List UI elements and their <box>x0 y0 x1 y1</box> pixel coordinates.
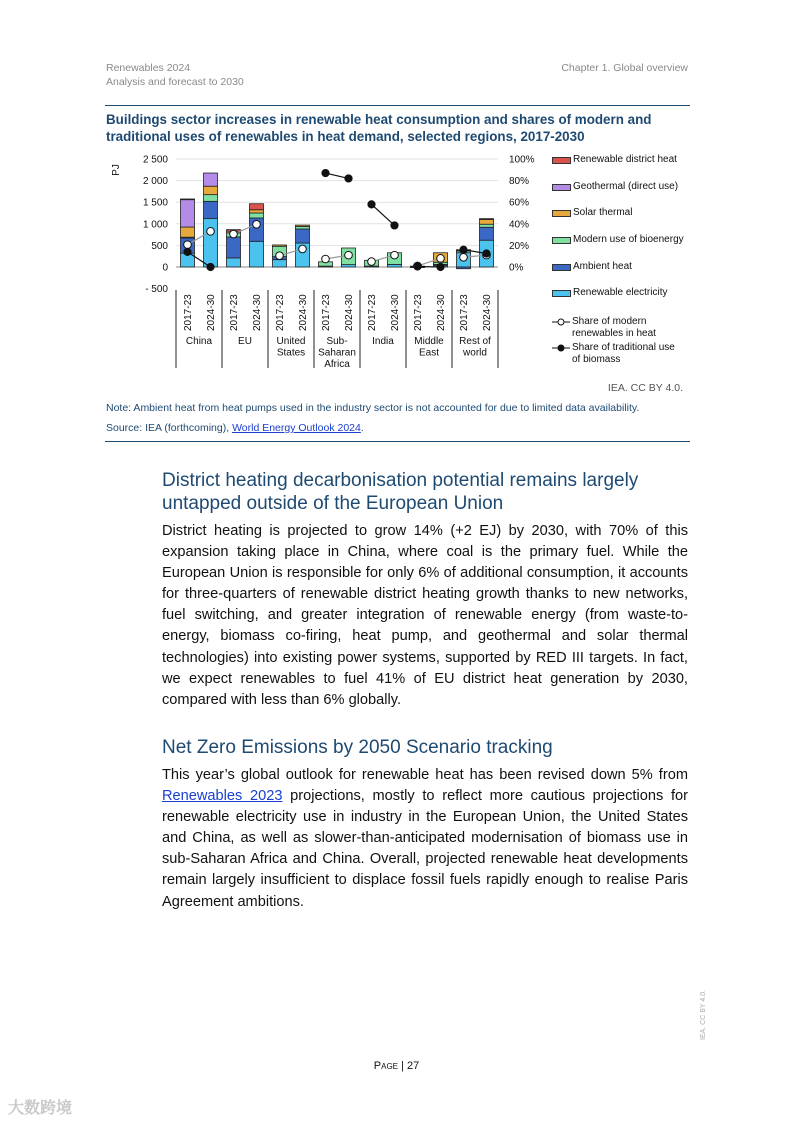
period-label: 2017-23 <box>275 294 286 331</box>
modern-share-point <box>299 245 307 253</box>
region-label: EU <box>238 336 252 347</box>
figure-top-rule <box>105 105 690 106</box>
legend-label: Renewable district heat <box>573 154 677 165</box>
page-number: Page | 27 <box>373 1060 420 1072</box>
period-label: 2024-30 <box>252 294 263 331</box>
section-body-district-heating: District heating is projected to grow 14% (+2 EJ) by 2030, with 70% of this expansion taking place in China, where coal is the primary fuel. While the European Union is responsible for only 6% of additional consumption, it accounts for three-quarters of renewable district heating growth thanks to new networks, fuel switching, and greater integration of renewable energy (from waste-to-energy, biomass co-firing, heat pump, and geothermal and solar thermal technologies) into existing power systems, supported by RED III targets. In fact, we expect renewables to fuel 41% of EU district heat generation by 2030, compared with less than 6% globally. <box>162 523 688 708</box>
region-label: China <box>185 336 213 347</box>
report-title: Renewables 2024 <box>106 62 191 74</box>
figure-bottom-rule <box>105 441 690 442</box>
traditional-share-point <box>368 201 375 208</box>
bar-segment-ambient-heat <box>457 267 471 269</box>
bar-segment-modern-use-of-bioenergy <box>480 224 494 227</box>
y-tick-label: 1 000 <box>142 219 168 231</box>
legend-item <box>552 261 684 288</box>
bar-segment-renewable-electricity <box>204 219 218 267</box>
legend-label: Ambient heat <box>573 260 632 272</box>
legend-swatch <box>552 157 571 164</box>
weo-2024-link[interactable]: World Energy Outlook 2024 <box>232 422 361 434</box>
legend-label: Renewable electricity <box>573 287 668 299</box>
bar-segment-ambient-heat <box>296 229 310 243</box>
modern-share-point <box>368 258 376 266</box>
legend-swatch <box>552 210 571 217</box>
traditional-share-point <box>391 222 398 229</box>
bar-segment-renewable-district-heat <box>480 219 494 220</box>
legend-item <box>552 342 684 366</box>
page-label: Page <box>373 1060 398 1072</box>
modern-share-point <box>460 253 468 261</box>
bar-segment-geothermal-direct-use- <box>204 173 218 186</box>
modern-share-point <box>230 230 238 238</box>
bar-segment-solar-thermal <box>480 219 494 224</box>
y2-tick-label: 100% <box>509 154 535 166</box>
legend-swatch <box>552 184 571 191</box>
modern-share-point <box>207 228 215 236</box>
traditional-share-point <box>184 248 191 255</box>
legend-label: Solar thermal <box>573 207 633 219</box>
side-credit: IEA. CC BY 4.0. <box>700 989 707 1040</box>
y-tick-label: 1 500 <box>142 197 168 209</box>
bar-chart <box>105 150 545 375</box>
legend-item <box>552 207 684 234</box>
modern-share-point <box>345 251 353 259</box>
modern-share-point <box>276 252 284 260</box>
period-label: 2017-23 <box>413 294 424 331</box>
modern-share-point <box>322 255 330 263</box>
period-label: 2017-23 <box>459 294 470 331</box>
modern-share-point <box>391 251 399 259</box>
period-label: 2017-23 <box>367 294 378 331</box>
traditional-share-point <box>345 175 352 182</box>
section-body-nze-tracking <box>162 765 688 913</box>
legend-item <box>552 287 684 314</box>
bar-segment-solar-thermal <box>250 210 264 213</box>
renewables-2023-link[interactable]: Renewables 2023 <box>162 788 283 805</box>
region-label: Africa <box>324 359 350 370</box>
y-tick-label: 2 000 <box>142 176 168 188</box>
y-axis-label: PJ <box>111 164 122 176</box>
y-tick-label: - 500 <box>145 284 168 296</box>
bar-segment-solar-thermal <box>204 186 218 194</box>
bar-segment-renewable-district-heat <box>181 199 195 200</box>
y-tick-label: 2 500 <box>142 154 168 166</box>
figure-source <box>106 422 364 435</box>
period-label: 2024-30 <box>344 294 355 331</box>
watermark-logo: 大数跨境 <box>8 1100 73 1117</box>
section-heading-nze-tracking: Net Zero Emissions by 2050 Scenario tracking <box>162 737 553 758</box>
region-label: United <box>276 336 306 347</box>
y-tick-label: 0 <box>162 262 168 274</box>
legend-item <box>552 316 684 340</box>
period-label: 2024-30 <box>206 294 217 331</box>
y2-tick-label: 0% <box>509 262 524 274</box>
modern-share-point <box>184 241 192 249</box>
bar-segment-renewable-electricity <box>227 258 241 267</box>
bar-segment-ambient-heat <box>480 227 494 240</box>
legend-item <box>552 234 684 261</box>
period-label: 2017-23 <box>229 294 240 331</box>
period-label: 2017-23 <box>321 294 332 331</box>
modern-share-point <box>253 221 261 229</box>
region-label: East <box>418 347 440 359</box>
legend-swatch <box>552 264 571 271</box>
figure-title: Buildings sector increases in renewable heat consumption and shares of modern and traditional uses of renewables in heat demand, selected regions, 2017-2030 <box>106 112 652 144</box>
legend-line-marker-icon <box>552 318 570 326</box>
header-left <box>106 61 244 89</box>
bar-segment-renewable-district-heat <box>250 204 264 210</box>
chapter-label: Chapter 1. Global overview <box>561 62 688 74</box>
region-label: India <box>372 336 394 347</box>
legend-swatch <box>552 290 571 297</box>
bar-segment-modern-use-of-bioenergy <box>204 195 218 202</box>
period-label: 2024-30 <box>298 294 309 331</box>
legend-label: Geothermal (direct use) <box>573 180 679 192</box>
y-tick-label: 500 <box>151 240 168 252</box>
y2-tick-label: 20% <box>509 240 530 252</box>
y2-tick-label: 40% <box>509 219 530 231</box>
modern-share-point <box>437 255 445 263</box>
section-heading-district-heating: District heating decarbonisation potential remains largely untapped outside of the European Union <box>162 470 639 514</box>
period-label: 2017-23 <box>183 294 194 331</box>
traditional-share-point <box>207 263 214 270</box>
period-label: 2024-30 <box>436 294 447 331</box>
legend-label: Share of traditional use of biomass <box>572 342 675 366</box>
source-suffix: . <box>360 422 364 434</box>
region-label: Saharan <box>318 347 356 359</box>
region-label: Sub- <box>326 336 348 347</box>
bar-segment-solar-thermal <box>181 227 195 237</box>
bar-segment-modern-use-of-bioenergy <box>250 213 264 218</box>
region-label: Rest of <box>459 336 491 347</box>
legend-label: Share of modern renewables in heat <box>572 316 656 340</box>
traditional-share-point <box>437 263 444 270</box>
chart-legend <box>552 154 684 366</box>
region-label: States <box>276 347 306 359</box>
bar-segment-solar-thermal <box>273 245 287 246</box>
bar-segment-solar-thermal <box>296 225 310 226</box>
source-prefix: Source: IEA (forthcoming), <box>106 422 233 434</box>
traditional-share-point <box>414 263 421 270</box>
bar-segment-renewable-electricity <box>273 260 287 267</box>
legend-line-marker-icon <box>552 344 570 352</box>
figure-credit: IEA. CC BY 4.0. <box>607 382 683 394</box>
period-label: 2024-30 <box>390 294 401 331</box>
report-subtitle: Analysis and forecast to 2030 <box>106 76 244 88</box>
bar-segment-ambient-heat <box>204 201 218 218</box>
traditional-share-point <box>483 250 490 257</box>
traditional-share-point <box>322 169 329 176</box>
legend-item <box>552 154 684 181</box>
region-label: Middle <box>414 336 444 347</box>
page-number-value: 27 <box>406 1060 420 1072</box>
figure-note: Note: Ambient heat from heat pumps used in the industry sector is not accounted for due to limited data availability. <box>106 402 640 414</box>
legend-item <box>552 181 684 208</box>
y2-tick-label: 80% <box>509 176 530 188</box>
share-line-segment <box>372 204 395 225</box>
body-prefix: This year’s global outlook for renewable heat has been revised down 5% from <box>162 767 688 783</box>
legend-swatch <box>552 237 571 244</box>
bar-segment-geothermal-direct-use- <box>181 199 195 227</box>
bar-segment-ambient-heat <box>227 237 241 258</box>
body-rest: projections, mostly to reflect more cautious projections for renewable electricity use in industry in the European Union, the United States and China, as well as slower-than-anticipated modernisation of biomass use in sub-Saharan Africa and China. Overall, projected renewable heat developments remain largely insufficient to displace fossil fuels rapidly enough to realise Paris Agreement ambitions. <box>162 788 688 910</box>
region-label: world <box>463 347 487 359</box>
legend-label: Modern use of bioenergy <box>573 234 684 246</box>
traditional-share-point <box>460 246 467 253</box>
bar-segment-renewable-electricity <box>250 241 264 267</box>
y2-tick-label: 60% <box>509 197 530 209</box>
period-label: 2024-30 <box>482 294 493 331</box>
